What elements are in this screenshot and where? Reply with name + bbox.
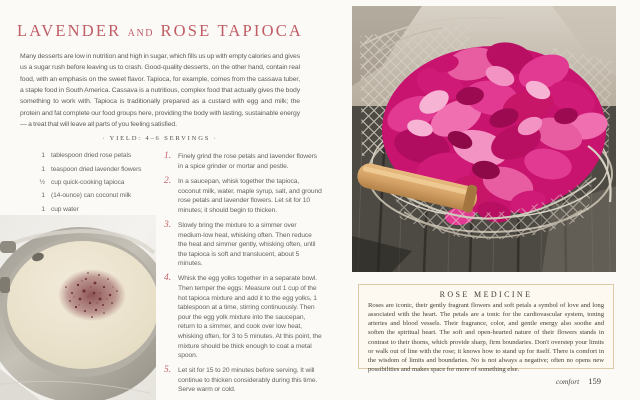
step-number: 5.: [164, 365, 172, 376]
yield-line: · YIELD: 4–6 SERVINGS ·: [102, 135, 218, 143]
step-text: In a saucepan, whisk together the tapioca, coconut milk, water, maple syrup, salt, and ground rose petals and lavender flowers. Let sit for 10 minutes; it should begin to thicken.: [178, 178, 322, 214]
step-text: Finely grind the rose petals and lavender flowers in a spice grinder or mortar and pestle.: [178, 153, 317, 170]
ingredient-row: [30, 192, 152, 201]
ingredient-row: [30, 179, 152, 188]
ingredient-text: cup water: [51, 205, 79, 213]
instructions-list: [164, 152, 322, 400]
sidebar-body: Roses are iconic, their gently fragrant flowers and soft petals a symbol of love and long associated with the heart. The petals are a tonic for the cardiovascular system, toning arteries and blood vessels. Their fragrance, color, and gentle energy also soothe and soften the spiritual heart. The soft and open-hearted nature of their flowers stands in contrast to their thorns, which provide sharp, firm boundaries. Don't overstep your limits or walk out of line with the rose; it knows how to stand up for itself. There is comfort in the wisdom of limits and boundaries. No is not always a negative; often no opens new possibilities and makes space for more of something else.: [368, 302, 604, 374]
recipe-intro-paragraph: Many desserts are low in nutrition and high in sugar, which fills us up with empty calories and gives us a sugar rush before leaving us to crash. Good-quality desserts, on the other hand, contain real food, with an emphasis on the sweet flavor. Tapioca, for example, comes from the cassava tuber, a staple food in South America. Cassava is a nutritious, complex food that actually gives the body something to work with. Tapioca is traditionally prepared as a custard with egg and milk; the protein and fat complete our food groups here, providing the body with lasting, sustainable energy — a treat that will leave all parts of you feeling satisfied.: [20, 53, 300, 129]
rose-petals-photo: [352, 6, 616, 272]
saucepan-photo: [0, 215, 156, 400]
instruction-step: [164, 221, 322, 269]
folio-page-number: 159: [588, 376, 601, 386]
title-connector: AND: [127, 28, 155, 39]
right-page: [320, 0, 640, 400]
ingredient-row: [30, 152, 152, 161]
step-text: Let sit for 15 to 20 minutes before serving. It will continue to thicken considerably during this time. Serve warm or cold.: [178, 367, 318, 394]
instruction-step: [164, 152, 322, 171]
title-word-2: ROSE TAPIOCA: [160, 21, 304, 40]
step-text: Whisk the egg yolks together in a separate bowl. Then temper the eggs: Measure out 1 cup of the hot tapioca mixture and add it to the egg yolks, 1 tablespoon at a time, stirring continuously. Then pour the egg yolk mixture into the saucepan, return to a simmer, and cook over low heat, whisking often, for 3 to 5 minutes. At this point, the mixture should be thick enough to coat a metal spoon.: [178, 275, 322, 360]
folio-section-label: comfort: [555, 377, 580, 386]
ingredient-quantity: 1: [41, 165, 45, 173]
sidebar-title: ROSE MEDICINE: [439, 290, 533, 299]
ingredient-quantity: 1: [41, 192, 45, 200]
ingredient-row: [30, 206, 152, 215]
ingredient-quantity: 1: [41, 152, 45, 160]
instruction-step: [164, 366, 322, 395]
step-number: 4.: [164, 273, 172, 284]
ingredient-text: tablespoon dried rose petals: [51, 152, 132, 160]
page-folio: [556, 376, 601, 386]
step-number: 3.: [164, 219, 172, 230]
page-title: [10, 22, 310, 43]
instruction-step: [164, 177, 322, 215]
ingredient-quantity: ½: [39, 179, 45, 186]
title-word-1: LAVENDER: [16, 21, 122, 40]
ingredient-text: teaspoon dried lavender flowers: [51, 165, 142, 173]
ingredient-text: cup quick-cooking tapioca: [51, 179, 125, 186]
rose-medicine-sidebar: [358, 284, 614, 374]
ingredient-text: (14-ounce) can coconut milk: [51, 192, 132, 200]
ingredient-quantity: 1: [41, 205, 45, 213]
step-number: 2.: [164, 176, 172, 187]
step-text: Slowly bring the mixture to a simmer over medium-low heat, whisking often. Then reduce the heat and simmer gently, whisking often, until the tapioca is soft and translucent, about 5 minutes.: [178, 221, 316, 268]
ingredient-row: [30, 166, 152, 175]
instruction-step: [164, 274, 322, 360]
step-number: 1.: [164, 151, 172, 162]
